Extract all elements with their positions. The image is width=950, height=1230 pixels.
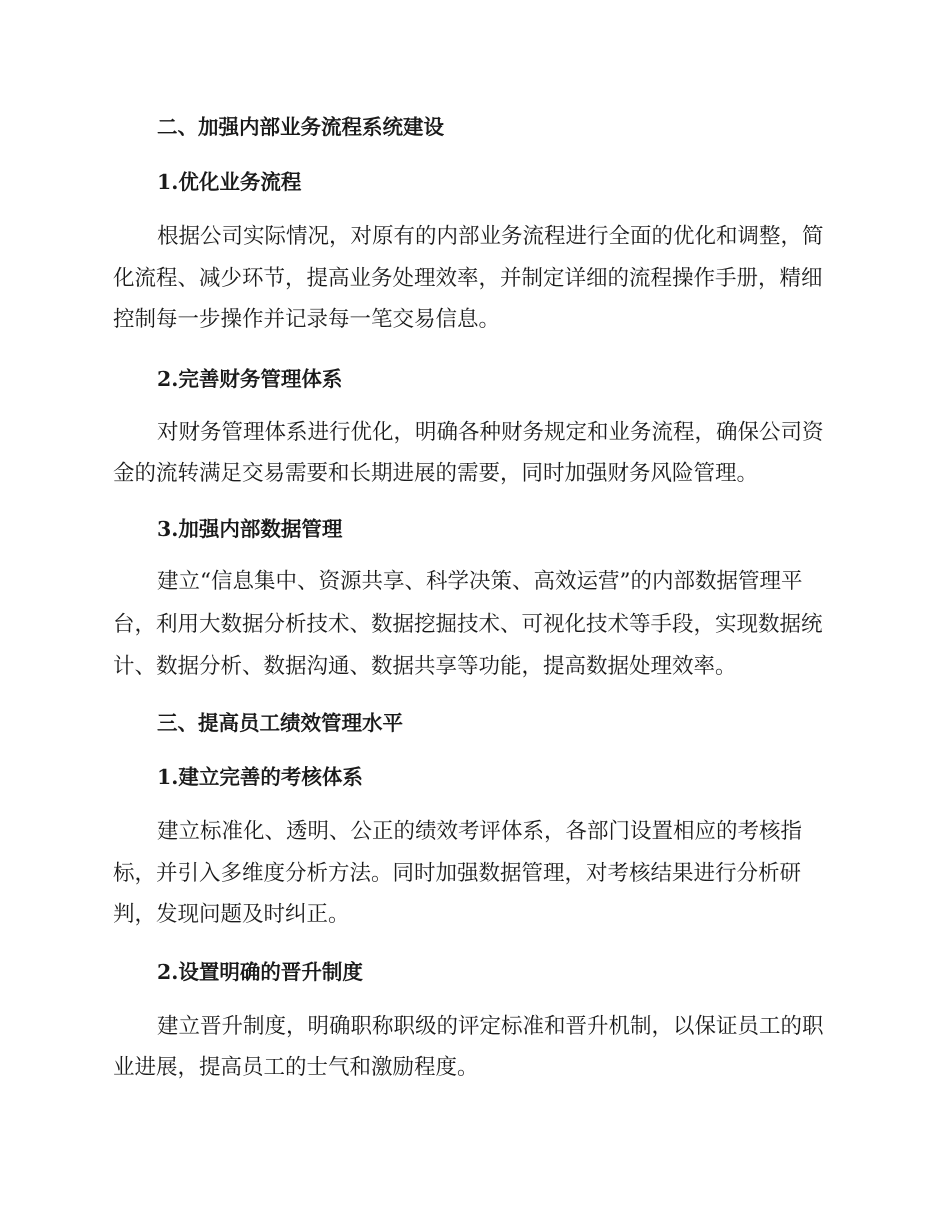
paragraph-line: 化流程、减少环节，提高业务处理效率，并制定详细的流程操作手册，精细 <box>113 266 823 291</box>
subheading-finance-system: 2.完善财务管理体系 <box>157 367 343 391</box>
paragraph-line: 判，发现问题及时纠正。 <box>113 902 350 927</box>
section-heading-3: 三、提高员工绩效管理水平 <box>157 711 403 735</box>
subheading-promotion-system: 2.设置明确的晋升制度 <box>157 960 363 984</box>
paragraph-line: 对财务管理体系进行优化，明确各种财务规定和业务流程，确保公司资 <box>157 420 824 445</box>
paragraph-line: 建立“信息集中、资源共享、科学决策、高效运营”的内部数据管理平 <box>157 569 803 594</box>
paragraph-line: 建立标准化、透明、公正的绩效考评体系，各部门设置相应的考核指 <box>157 819 803 844</box>
paragraph-line: 根据公司实际情况，对原有的内部业务流程进行全面的优化和调整，简 <box>157 224 824 249</box>
paragraph-line: 业进展，提高员工的士气和激励程度。 <box>113 1055 479 1080</box>
paragraph-line: 标，并引入多维度分析方法。同时加强数据管理，对考核结果进行分析研 <box>113 861 802 886</box>
paragraph-line: 控制每一步操作并记录每一笔交易信息。 <box>113 307 501 332</box>
paragraph-line: 计、数据分析、数据沟通、数据共享等功能，提高数据处理效率。 <box>113 654 737 679</box>
paragraph-line: 建立晋升制度，明确职称职级的评定标准和晋升机制，以保证员工的职 <box>157 1014 824 1039</box>
subheading-data-management: 3.加强内部数据管理 <box>157 517 343 541</box>
subheading-assessment-system: 1.建立完善的考核体系 <box>157 765 363 789</box>
subheading-optimize-process: 1.优化业务流程 <box>157 170 302 194</box>
section-heading-2: 二、加强内部业务流程系统建设 <box>157 115 444 139</box>
paragraph-line: 金的流转满足交易需要和长期进展的需要，同时加强财务风险管理。 <box>113 461 759 486</box>
paragraph-line: 台，利用大数据分析技术、数据挖掘技术、可视化技术等手段，实现数据统 <box>113 612 823 637</box>
